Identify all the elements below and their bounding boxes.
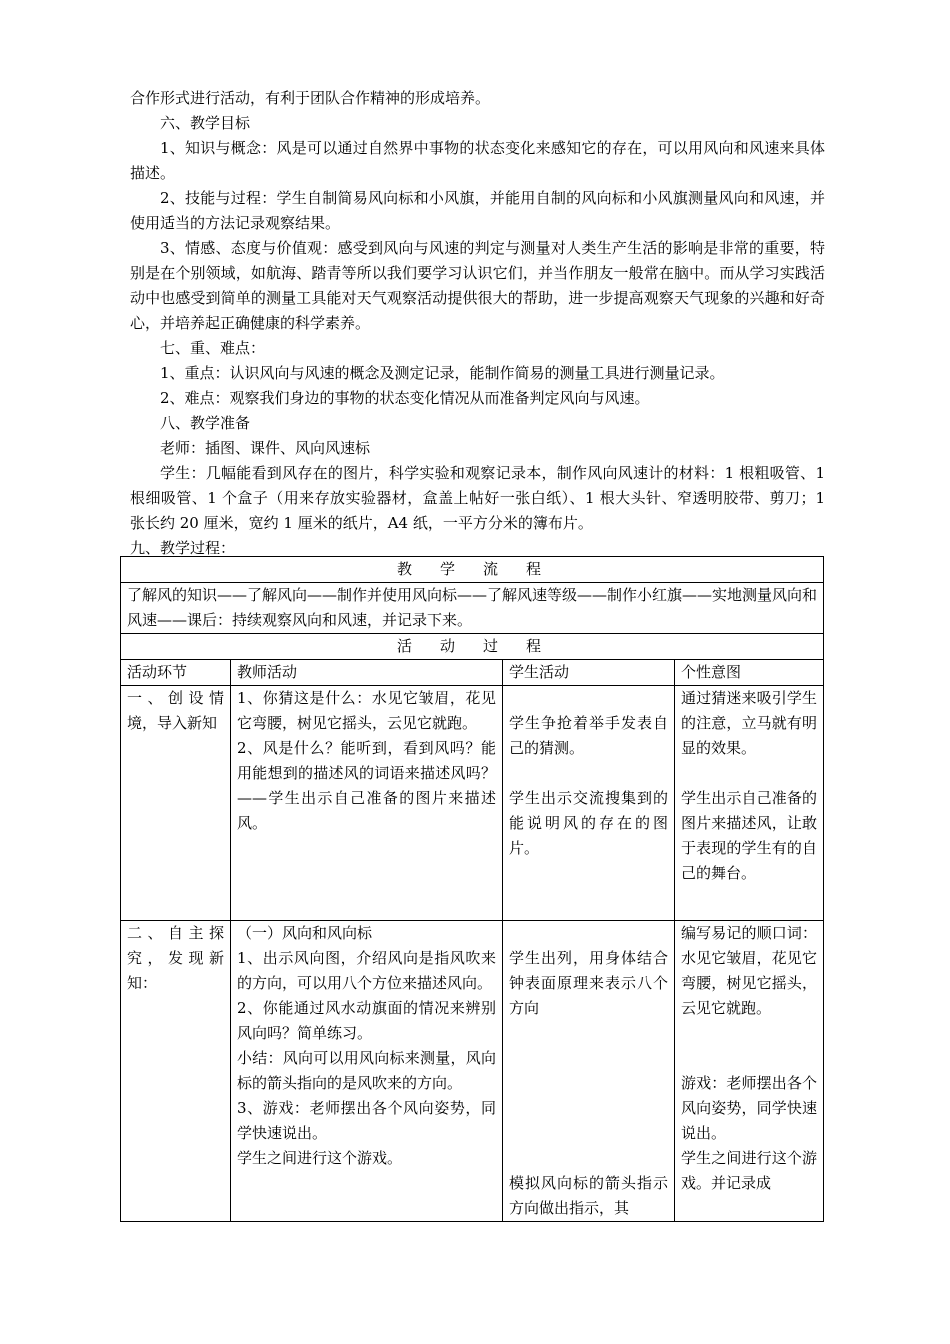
row2-stage — [121, 921, 231, 1222]
teaching-process-table — [120, 556, 824, 1222]
table-row — [121, 686, 824, 921]
row2-intent-3: 学生之间进行这个游戏。并记录成 — [681, 1149, 818, 1192]
key-point: 1、重点：认识风向与风速的概念及测定记录，能制作简易的测量工具进行测量记录。 — [160, 364, 725, 382]
row2-teacher-6: 学生之间进行这个游戏。 — [237, 1149, 403, 1167]
flow-summary: 了解风的知识——了解风向——制作并使用风向标——了解风速等级——制作小红旗——实地测量风向和风速——课后：持续观察风向和风速，并记录下来。 — [121, 583, 824, 634]
table-row — [121, 921, 824, 1222]
row1-student — [503, 686, 675, 921]
row1-teacher — [231, 686, 503, 921]
row2-teacher-5: 3、游戏：老师摆出各个风向姿势，同学快速说出。 — [237, 1099, 496, 1142]
section-6-heading: 六、教学目标 — [160, 114, 251, 132]
row1-teacher-1: 1、你猜这是什么：水见它皱眉，花见它弯腰，树见它摇头，云见它就跑。 — [237, 689, 496, 732]
table-row — [121, 557, 824, 583]
row2-teacher-3: 2、你能通过风水动旗面的情况来辨别风向吗？简单练习。 — [237, 999, 496, 1042]
row2-stage-text: 二、自主探究，发现新知： — [127, 924, 224, 992]
section-8-heading: 八、教学准备 — [160, 414, 251, 432]
row1-teacher-2: 2、风是什么？能听到，看到风吗？能用能想到的描述风的词语来描述风吗？——学生出示自己准备的图片来描述风。 — [237, 739, 496, 832]
section-7-heading: 七、重、难点： — [160, 339, 266, 357]
row2-student — [503, 921, 675, 1222]
row1-student-2: 学生出示交流搜集到的能说明风的存在的图片。 — [509, 789, 668, 857]
row1-intent-1: 通过猜迷来吸引学生的注意，立马就有明显的效果。 — [681, 689, 818, 757]
row2-teacher-2: 1、出示风向图，介绍风向是指风吹来的方向，可以用八个方位来描述风向。 — [237, 949, 496, 992]
header-intent: 个性意图 — [675, 660, 824, 686]
teacher-preparation: 老师：插图、课件、风向风速标 — [160, 439, 371, 457]
row1-stage-text: 一、创设情境，导入新知 — [127, 689, 224, 732]
row1-intent — [675, 686, 824, 921]
objective-1: 1、知识与概念：风是可以通过自然界中事物的状态变化来感知它的存在，可以用风向和风速来具体描述。 — [130, 139, 825, 182]
table-row — [121, 634, 824, 660]
row2-student-1: 学生出列，用身体结合钟表面原理来表示八个方向 — [509, 949, 668, 1017]
row1-intent-2: 学生出示自己准备的图片来描述风，让敢于表现的学生有的自己的舞台。 — [681, 789, 818, 882]
row1-stage — [121, 686, 231, 921]
process-title: 活动过程 — [121, 634, 824, 660]
row2-teacher-1: （一）风向和风向标 — [237, 924, 373, 942]
row2-teacher-4: 小结：风向可以用风向标来测量，风向标的箭头指向的是风吹来的方向。 — [237, 1049, 496, 1092]
objective-3: 3、情感、态度与价值观：感受到风向与风速的判定与测量对人类生产生活的影响是非常的重要，特别是在个别领域，如航海、踏青等所以我们要学习认识它们，并当作朋友一般常在脑中。而从学习实践活动中也感受到简单的测量工具能对天气观察活动提供很大的帮助，进一步提高观察天气现象的兴趣和好奇心，并培养起正确健康的科学素养。 — [130, 239, 825, 332]
table-header-row — [121, 660, 824, 686]
header-student: 学生活动 — [503, 660, 675, 686]
document-body — [130, 86, 825, 561]
row2-teacher — [231, 921, 503, 1222]
flow-title: 教学流程 — [121, 557, 824, 583]
difficult-point: 2、难点：观察我们身边的事物的状态变化情况从而准备判定风向与风速。 — [160, 389, 650, 407]
table-row — [121, 583, 824, 634]
header-stage: 活动环节 — [121, 660, 231, 686]
row2-intent-2: 游戏：老师摆出各个风向姿势，同学快速说出。 — [681, 1074, 818, 1142]
row1-student-1: 学生争抢着举手发表自己的猜测。 — [509, 714, 668, 757]
header-teacher: 教师活动 — [231, 660, 503, 686]
student-preparation: 学生：几幅能看到风存在的图片，科学实验和观察记录本，制作风向风速计的材料：1 根粗吸管、1 根细吸管、1 个盒子（用来存放实验器材，盒盖上帖好一张白纸）、1 根大头针、窄透明胶带、剪刀；1 张长约 20 厘米，宽约 1 厘米的纸片，A4 纸，一平方分米的簿布片。 — [130, 464, 825, 532]
row2-intent-1: 编写易记的顺口词：水见它皱眉，花见它弯腰，树见它摇头，云见它就跑。 — [681, 924, 818, 1017]
intro-paragraph: 合作形式进行活动，有利于团队合作精神的形成培养。 — [130, 89, 491, 107]
row2-intent — [675, 921, 824, 1222]
section-9-heading: 九、教学过程： — [130, 539, 236, 557]
row2-student-2: 模拟风向标的箭头指示方向做出指示，其 — [509, 1174, 668, 1217]
objective-2: 2、技能与过程：学生自制简易风向标和小风旗，并能用自制的风向标和小风旗测量风向和风速，并使用适当的方法记录观察结果。 — [130, 189, 825, 232]
